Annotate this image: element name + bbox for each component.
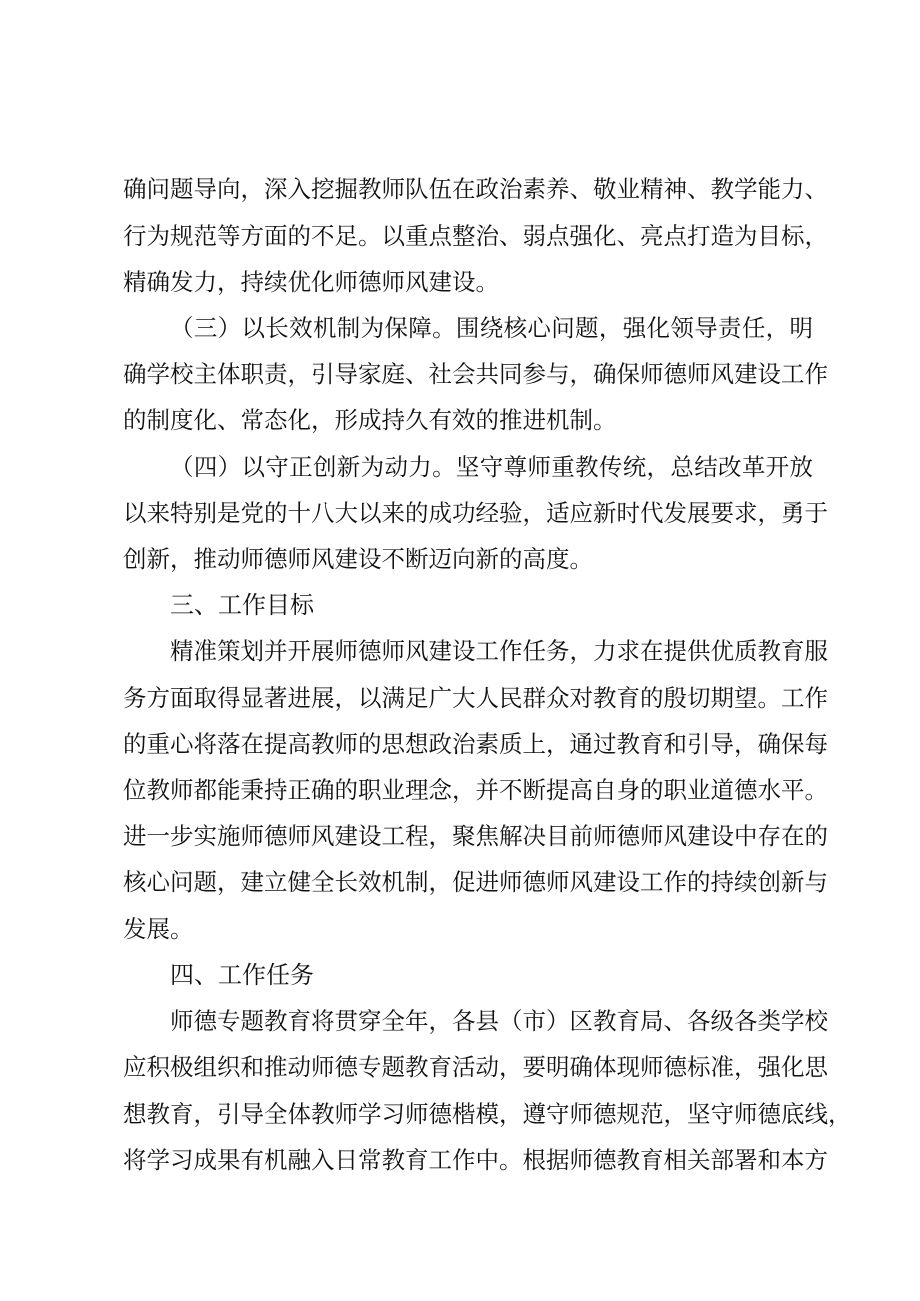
paragraph-line: 师德专题教育将贯穿全年，各县（市）区教育局、各级各类学校 <box>170 1007 828 1035</box>
paragraph-line: 应积极组织和推动师德专题教育活动，要明确体现师德标准，强化思 <box>123 1053 828 1081</box>
paragraph-line: （四）以守正创新为动力。坚守尊师重教传统，总结改革开放 <box>170 453 813 481</box>
paragraph-line: 确问题导向，深入挖掘教师队伍在政治素养、敬业精神、教学能力、 <box>123 175 828 203</box>
paragraph-line: 核心问题，建立健全长效机制，促进师德师风建设工作的持续创新与 <box>123 868 828 896</box>
paragraph-line: 行为规范等方面的不足。以重点整治、弱点强化、亮点打造为目标， <box>123 222 828 250</box>
paragraph-line: （三）以长效机制为保障。围绕核心问题，强化领导责任，明 <box>170 314 813 342</box>
paragraph-line: 确学校主体职责，引导家庭、社会共同参与，确保师德师风建设工作 <box>123 360 828 388</box>
paragraph-line: 务方面取得显著进展，以满足广大人民群众对教育的殷切期望。工作 <box>123 684 828 712</box>
paragraph-line: 创新，推动师德师风建设不断迈向新的高度。 <box>123 545 593 573</box>
paragraph-line: 发展。 <box>123 915 194 943</box>
paragraph-line: 的重心将落在提高教师的思想政治素质上，通过教育和引导，确保每 <box>123 730 828 758</box>
paragraph-line: 进一步实施师德师风建设工程，聚焦解决目前师德师风建设中存在的 <box>123 822 828 850</box>
paragraph-line: 精确发力，持续优化师德师风建设。 <box>123 268 499 296</box>
section-heading-tasks: 四、工作任务 <box>170 961 314 989</box>
paragraph-line: 精准策划并开展师德师风建设工作任务，力求在提供优质教育服 <box>170 637 828 665</box>
paragraph-line: 以来特别是党的十八大以来的成功经验，适应新时代发展要求，勇于 <box>123 499 828 527</box>
paragraph-line: 将学习成果有机融入日常教育工作中。根据师德教育相关部署和本方 <box>123 1146 828 1174</box>
paragraph-line: 的制度化、常态化，形成持久有效的推进机制。 <box>123 406 617 434</box>
paragraph-line: 想教育，引导全体教师学习师德楷模，遵守师德规范，坚守师德底线， <box>123 1100 852 1128</box>
section-heading-goals: 三、工作目标 <box>170 591 314 619</box>
paragraph-line: 位教师都能秉持正确的职业理念，并不断提高自身的职业道德水平。 <box>123 776 828 804</box>
